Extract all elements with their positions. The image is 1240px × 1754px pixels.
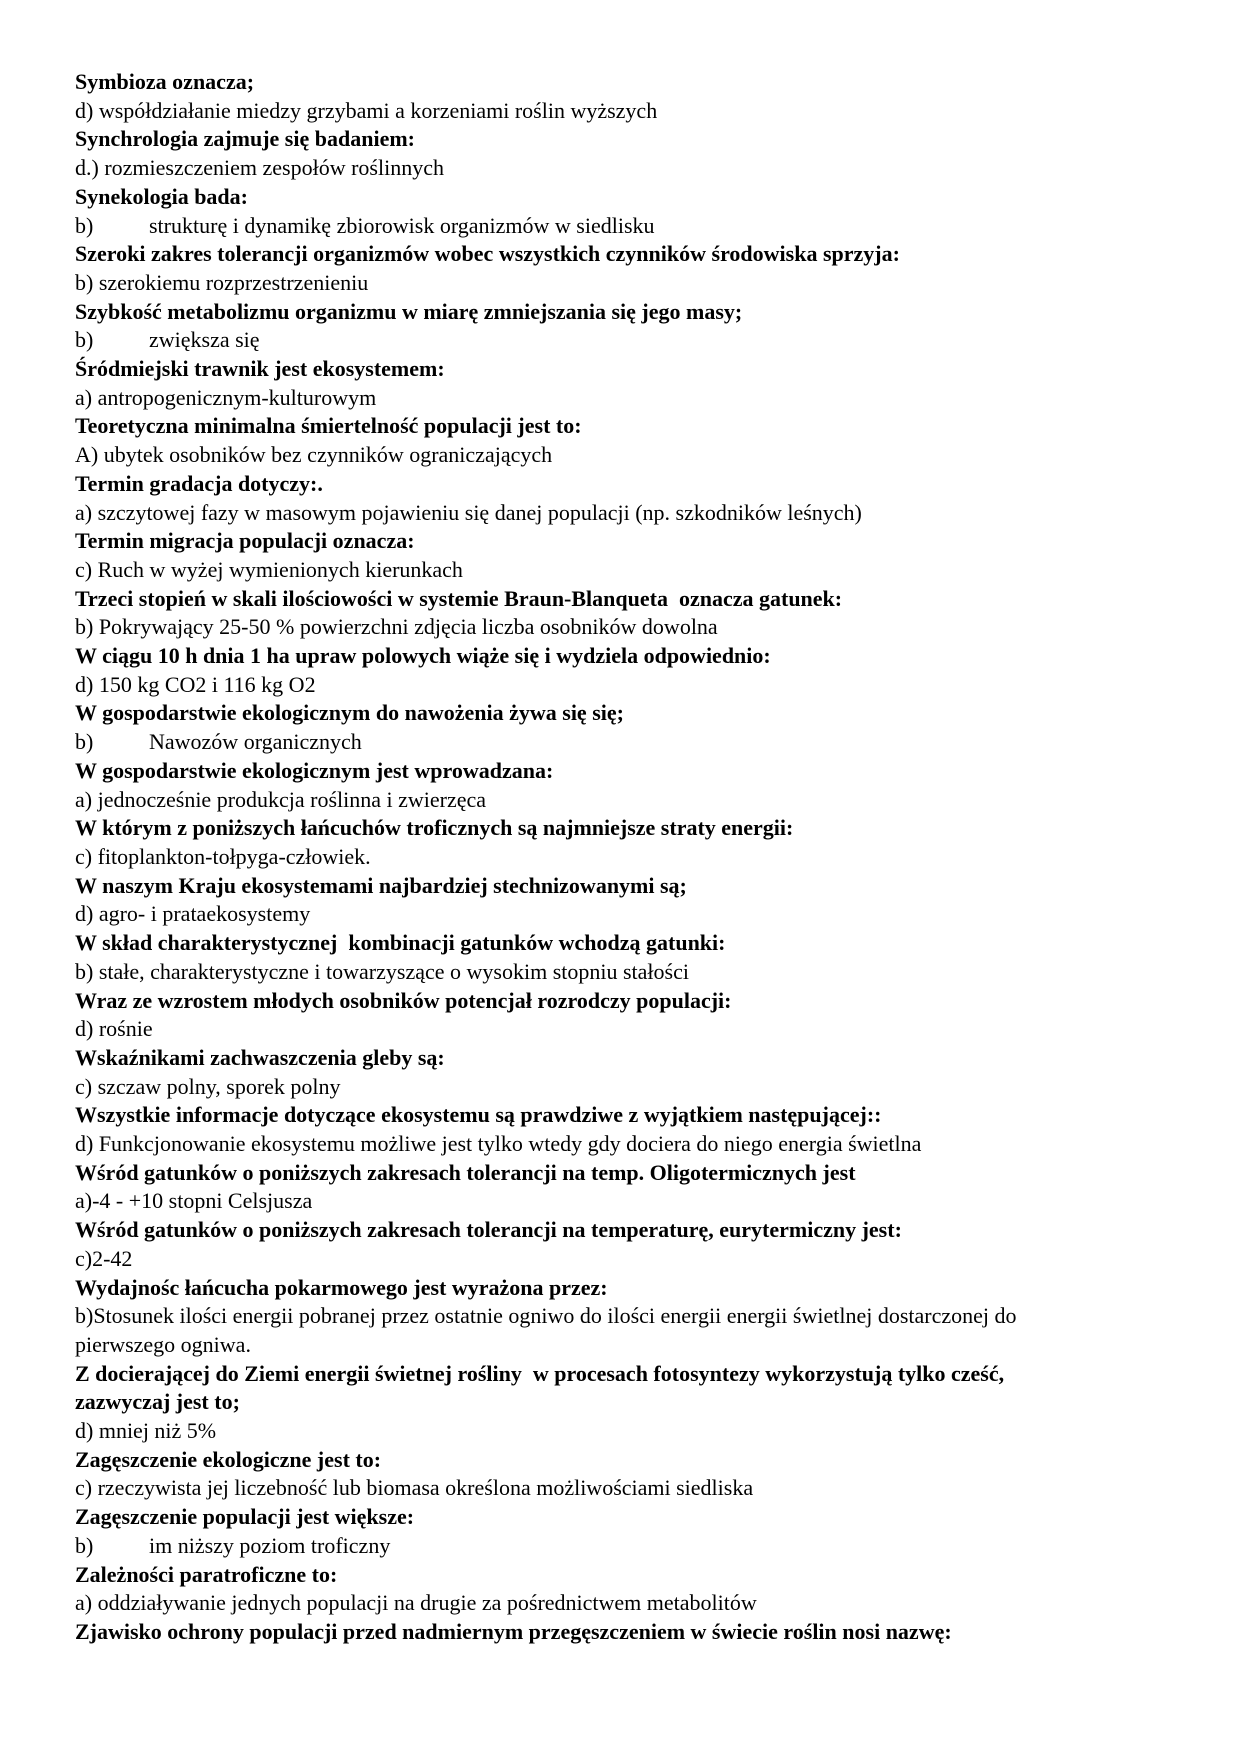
question-line: Termin migracja populacji oznacza: <box>75 528 415 554</box>
question-line: Zagęszczenie populacji jest większe: <box>75 1504 415 1530</box>
answer-letter: b) <box>75 729 94 755</box>
answer-line: b)Stosunek ilości energii pobranej przez ostatnie ogniwo do ilości energii energii świetlnej dostarczonej do <box>75 1303 1017 1329</box>
question-line: Wśród gatunków o poniższych zakresach tolerancji na temperaturę, eurytermiczny jest: <box>75 1217 902 1243</box>
question-line: Wskaźnikami zachwaszczenia gleby są: <box>75 1044 445 1070</box>
answer-line: c) szczaw polny, sporek polny <box>75 1073 341 1099</box>
question-line: Teoretyczna minimalna śmiertelność populacji jest to: <box>75 413 582 439</box>
answer-line: b) Pokrywający 25-50 % powierzchni zdjęcia liczba osobników dowolna <box>75 614 718 640</box>
question-line: Trzeci stopień w skali ilościowości w systemie Braun-Blanqueta oznacza gatunek: <box>75 585 843 611</box>
answer-line: d) współdziałanie miedzy grzybami a korzeniami roślin wyższych <box>75 97 658 123</box>
answer-line: c)2-42 <box>75 1245 133 1271</box>
question-line: W gospodarstwie ekologicznym jest wprowadzana: <box>75 757 554 783</box>
answer-line <box>75 326 1175 355</box>
question-line: Symbioza oznacza; <box>75 69 255 94</box>
answer-line: d) 150 kg CO2 i 116 kg O2 <box>75 671 316 697</box>
question-line: Wśród gatunków o poniższych zakresach tolerancji na temp. Oligotermicznych jest <box>75 1159 856 1185</box>
answer-letter: b) <box>75 212 94 238</box>
answer-line <box>75 728 1175 757</box>
question-line: Synchrologia zajmuje się badaniem: <box>75 126 415 152</box>
answer-line: b) stałe, charakterystyczne i towarzyszące o wysokim stopniu stałości <box>75 958 689 984</box>
answer-line: d) Funkcjonowanie ekosystemu możliwe jest tylko wtedy gdy dociera do niego energia świetlna <box>75 1131 922 1157</box>
question-line: Szybkość metabolizmu organizmu w miarę zmniejszania się jego masy; <box>75 298 743 324</box>
answer-letter: b) <box>75 327 94 353</box>
question-line: Wydajnośc łańcucha pokarmowego jest wyrażona przez: <box>75 1274 608 1300</box>
answer-letter: b) <box>75 1532 94 1558</box>
answer-text: im niższy poziom troficzny <box>149 1532 391 1558</box>
question-line: W gospodarstwie ekologicznym do nawożenia żywa się się; <box>75 700 624 726</box>
answer-line: d) agro- i prataekosystemy <box>75 901 311 927</box>
answer-line: c) Ruch w wyżej wymienionych kierunkach <box>75 556 463 582</box>
answer-text: Nawozów organicznych <box>149 729 362 755</box>
question-line: Zależności paratroficzne to: <box>75 1561 338 1587</box>
question-line: Wraz ze wzrostem młodych osobników potencjał rozrodczy populacji: <box>75 987 732 1013</box>
question-line-continued: zazwyczaj jest to; <box>75 1389 240 1415</box>
answer-line-continued: pierwszego ogniwa. <box>75 1331 251 1357</box>
answer-line: a) oddziaływanie jednych populacji na drugie za pośrednictwem metabolitów <box>75 1590 757 1616</box>
question-line: Śródmiejski trawnik jest ekosystemem: <box>75 356 445 382</box>
question-line: Synekologia bada: <box>75 183 248 209</box>
question-line: Z docierającej do Ziemi energii świetnej rośliny w procesach fotosyntezy wykorzystują tylko cześć, <box>75 1360 1005 1386</box>
question-line: Zjawisko ochrony populacji przed nadmiernym przegęszczeniem w świecie roślin nosi nazwę: <box>75 1618 952 1644</box>
answer-line: d) mniej niż 5% <box>75 1418 217 1444</box>
question-line: Wszystkie informacje dotyczące ekosystemu są prawdziwe z wyjątkiem następującej:: <box>75 1102 882 1128</box>
document-body <box>75 68 1175 1647</box>
question-line: Zagęszczenie ekologiczne jest to: <box>75 1446 382 1472</box>
answer-line: c) rzeczywista jej liczebność lub biomasa określona możliwościami siedliska <box>75 1475 754 1501</box>
answer-line: A) ubytek osobników bez czynników ograniczających <box>75 442 553 468</box>
question-line: W skład charakterystycznej kombinacji gatunków wchodzą gatunki: <box>75 930 726 956</box>
question-line: W którym z poniższych łańcuchów troficznych są najmniejsze straty energii: <box>75 815 794 841</box>
answer-line <box>75 1532 1175 1561</box>
answer-text: zwiększa się <box>149 327 260 353</box>
question-line: W ciągu 10 h dnia 1 ha upraw polowych wiąże się i wydziela odpowiednio: <box>75 643 771 669</box>
answer-line: c) fitoplankton-tołpyga-człowiek. <box>75 843 371 869</box>
answer-line: a) szczytowej fazy w masowym pojawieniu się danej populacji (np. szkodników leśnych) <box>75 499 862 525</box>
answer-line: d.) rozmieszczeniem zespołów roślinnych <box>75 155 444 181</box>
question-line: W naszym Kraju ekosystemami najbardziej stechnizowanymi są; <box>75 872 687 898</box>
answer-line: b) szerokiemu rozprzestrzenieniu <box>75 269 369 295</box>
answer-text: strukturę i dynamikę zbiorowisk organizmów w siedlisku <box>149 212 655 238</box>
answer-line <box>75 212 1175 241</box>
answer-line: a) jednocześnie produkcja roślinna i zwierzęca <box>75 786 487 812</box>
answer-line: a)-4 - +10 stopni Celsjusza <box>75 1188 313 1214</box>
answer-line: d) rośnie <box>75 1016 153 1042</box>
question-line: Termin gradacja dotyczy:. <box>75 470 323 496</box>
answer-line: a) antropogenicznym-kulturowym <box>75 384 377 410</box>
question-line: Szeroki zakres tolerancji organizmów wobec wszystkich czynników środowiska sprzyja: <box>75 241 900 267</box>
